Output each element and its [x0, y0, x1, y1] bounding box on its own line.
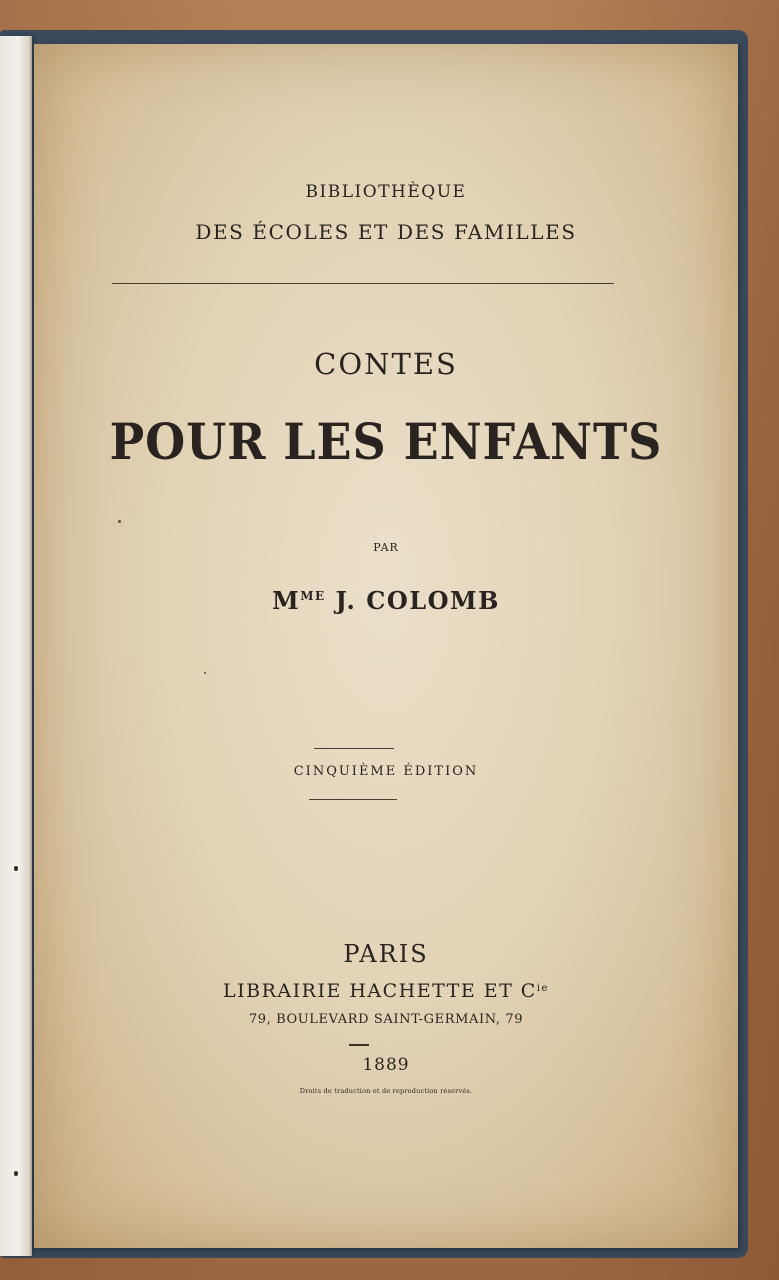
edition-rule-top [314, 748, 394, 749]
binding-hole [14, 866, 18, 871]
publisher-name: LIBRAIRIE HACHETTE ET C [223, 980, 537, 1002]
publisher-superscript: ie [536, 983, 549, 994]
edition-rule-bottom [309, 799, 397, 800]
publication-year: 1889 [362, 1055, 410, 1075]
imprint-publisher [34, 980, 738, 1002]
foxing-speck [204, 672, 206, 674]
binding-hole [14, 1171, 18, 1176]
series-name-line-2: DES ÉCOLES ET DES FAMILLES [195, 220, 577, 244]
author-prefix: M [272, 586, 301, 615]
author-prefix-superscript: ME [300, 589, 326, 603]
author-name [34, 586, 738, 615]
imprint-city: PARIS [343, 940, 429, 968]
edition-statement: CINQUIÈME ÉDITION [293, 764, 479, 779]
year-rule [349, 1044, 369, 1046]
divider-rule [112, 283, 614, 284]
imprint-address: 79, BOULEVARD SAINT-GERMAIN, 79 [248, 1012, 524, 1027]
facing-endpaper [0, 36, 32, 1256]
rights-notice: Droits de traduction et de reproduction réservés. [299, 1087, 473, 1095]
author-surname: J. COLOMB [335, 586, 500, 615]
by-label: PAR [373, 541, 399, 554]
foxing-speck [118, 520, 121, 523]
series-name-line-1: BIBLIOTHÈQUE [305, 182, 467, 202]
title-page [34, 44, 738, 1248]
book-title-line-2: POUR LES ENFANTS [109, 412, 663, 471]
book-title-line-1: CONTES [314, 347, 458, 381]
